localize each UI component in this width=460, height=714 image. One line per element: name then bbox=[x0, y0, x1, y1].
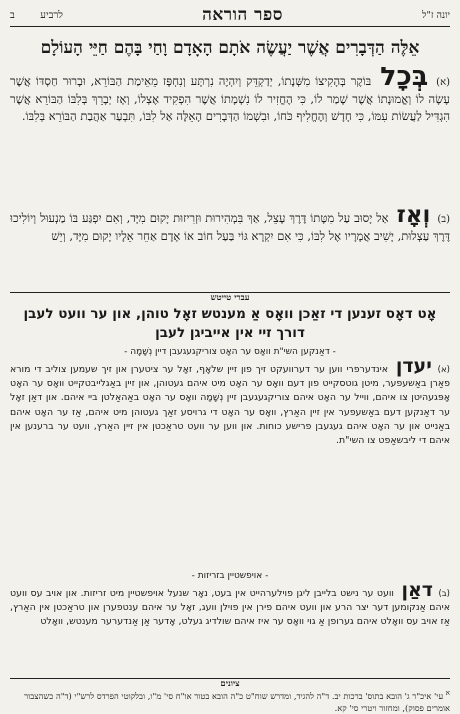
running-header bbox=[10, 4, 450, 27]
header-page-letter: ב bbox=[10, 9, 15, 21]
yiddish-subheading-1: - דאַנקען השי"ת וואָס ער האָט צוריקגעגעבן דיין נְשָׁמָה - bbox=[124, 347, 336, 357]
paragraph-marker: (א) bbox=[436, 77, 450, 88]
notes-divider bbox=[10, 671, 450, 689]
footnote-marker: א bbox=[445, 689, 450, 697]
header-left-label: לרביע ב bbox=[10, 9, 63, 21]
paragraph-lead-word: דאַן bbox=[401, 583, 433, 601]
hebrew-paragraph-2 bbox=[10, 207, 450, 275]
paragraph-marker: (ב) bbox=[437, 214, 450, 225]
paragraph-marker: (ב) bbox=[438, 589, 450, 599]
paragraph-text: בּוֹקֶר בְּהָקִיצוֹ מִשְּׁנָתוֹ, יְדַקְדֵּק וְיִהְיֶה נִרְתָּע וְנִחְפָּז מֵאֵימַת הַבּוֹרֵא, וּבָרוּר חַסְדּוֹ אֲשֶׁר עָשָׂה לוֹ וְאֱמוּנָתוֹ אֲשֶׁר שָׁמַר לוֹ, כִּי הֶחֱזִיר לוֹ נִשְׁמָתוֹ אֲשֶׁר הִפְקִיד אֶצְלוֹ, וְאָז יְבָרֵךְ בְּלִבּוֹ הַבּוֹרֵא אֲשֶׁר הִגְדִּיל לַעֲשׂוֹת עִמּוֹ, כִּי חָדָשׁ וְהֶחֱלִיף כֹּחוֹ, וּבִשְׁמוֹ הַדְּבָרִים הָאֵלֶּה אַל לִבּוֹ, תִּבְעַר אַהֲבַת הַבּוֹרֵא בְּלִבּוֹ. bbox=[10, 74, 450, 123]
yiddish-section-label: עברי טייטש bbox=[200, 293, 259, 303]
footnotes bbox=[10, 687, 450, 714]
yiddish-paragraph-2 bbox=[10, 583, 450, 669]
paragraph-marker: (א) bbox=[437, 365, 450, 375]
notes-label: ציונים bbox=[210, 679, 249, 689]
footnote-text: עי' איכ"ר ג' הובא בתוס' ברכות יב. ד"ה להגיד, ומדרש שוח"ט כ"ה הובא בטור או"ח סי' מ"ו, ובלקוטי הפרדס לרש"י (ד"ה כשהצבור אומרים פסוק), ומחזור ויטרי סי' קא. bbox=[24, 690, 450, 713]
opening-verse: אֵלֶּה הַדְּבָרִים אֲשֶׁר יַעֲשֶׂה אֹתָם הָאָדָם וָחַי בָּהֶם חַיֵּי הָעוֹלָם bbox=[40, 38, 420, 58]
yiddish-section-divider bbox=[10, 285, 450, 303]
yiddish-subheading-2: - אויפשטיין בזריזות - bbox=[191, 571, 269, 581]
paragraph-lead-word: בְּכָל bbox=[380, 67, 429, 92]
hebrew-paragraph-1 bbox=[10, 67, 450, 201]
header-book-title: ספר הוראה bbox=[202, 5, 283, 25]
paragraph-lead-word: יעדן bbox=[395, 359, 432, 377]
paragraph-text: וועט ער נישט בלייבן ליגן פוילערהייט אין בעט, נאָר שנעל אויפשטיין מיט זריזות. און אויב עס וועט איהם אַנקומען דער יצר הרע און וועט איהם פירן אין פוילן וועג, זאָל ער איהם ענטפערן און טראַכטן אין האַרץ, אַז אויב עס וואָלט איהם גערופן אַ גוי וואָס ער איז איהם שולדיג געלט, אָדער אַן אַנדערער מענטש, וואָלט bbox=[10, 588, 450, 628]
header-author: יונה ז"ל bbox=[422, 9, 450, 21]
yiddish-paragraph-1 bbox=[10, 359, 450, 567]
yiddish-heading: אָט דאָס זענען די זאַכן וואָס אַ מענטש זאָל טוהן, און ער וועט לעבן דורך זיי אין אייביגן לעבן bbox=[23, 306, 437, 341]
paragraph-lead-word: וְאָז bbox=[396, 207, 431, 228]
paragraph-text: אַל יָסוּב עַל מִטָּתוֹ דֶּרֶךְ עָצֵל, אַךְ בִּמְהִירוּת וּזְרִיזוּת יָקוּם מִיָּד, וְאִם יִפְגַּע בּוֹ מַנְעוּל וְיוֹלִיכוּ דֶּרֶךְ עַצְלוּת, יָשִׁיב אֲמָרָיו אֶל לִבּוֹ, כִּי אִם יִקְרָא גּוֹי בַּעַל חוֹב אוֹ אָדָם אַחֵר אֵלָיו יָקוּם מִיָּד, וְיֵשׁ bbox=[10, 211, 450, 243]
paragraph-text: אינדערפרי ווען ער דערוועקט זיך פון זיין שלאָף, זאָל ער ציטערן און זיך שעמען צוליב די מורא פאַרן באַשעפער, מיטן גוטסקייט פון דעם וואָס ער האָט מיט איהם געטוהן, און זיין באַגלייבטקייט וואָס ער האָט אָפּגעהיטן צו איהם, ווייל ער האָט איהם צוריקגעגעבן זיין נְשָׁמָה וואָס ער האָט באַהאַלטן ביי איהם. און דאַן זאָל ער דאַנקען דעם באַשעפער אין זיין האַרץ, וואָס ער האָט די גרויסע זאַך געטוהן מיט איהם, אַז ער האָט איהם באַנייט און ער האָט איהם געגעבן פרישע כוחות. און ווען ער וועט טראַכטן אין זיין האַרץ, וועט ער ברענען אין איהם די ליבשאַפט צו השי"ת. bbox=[10, 364, 450, 447]
